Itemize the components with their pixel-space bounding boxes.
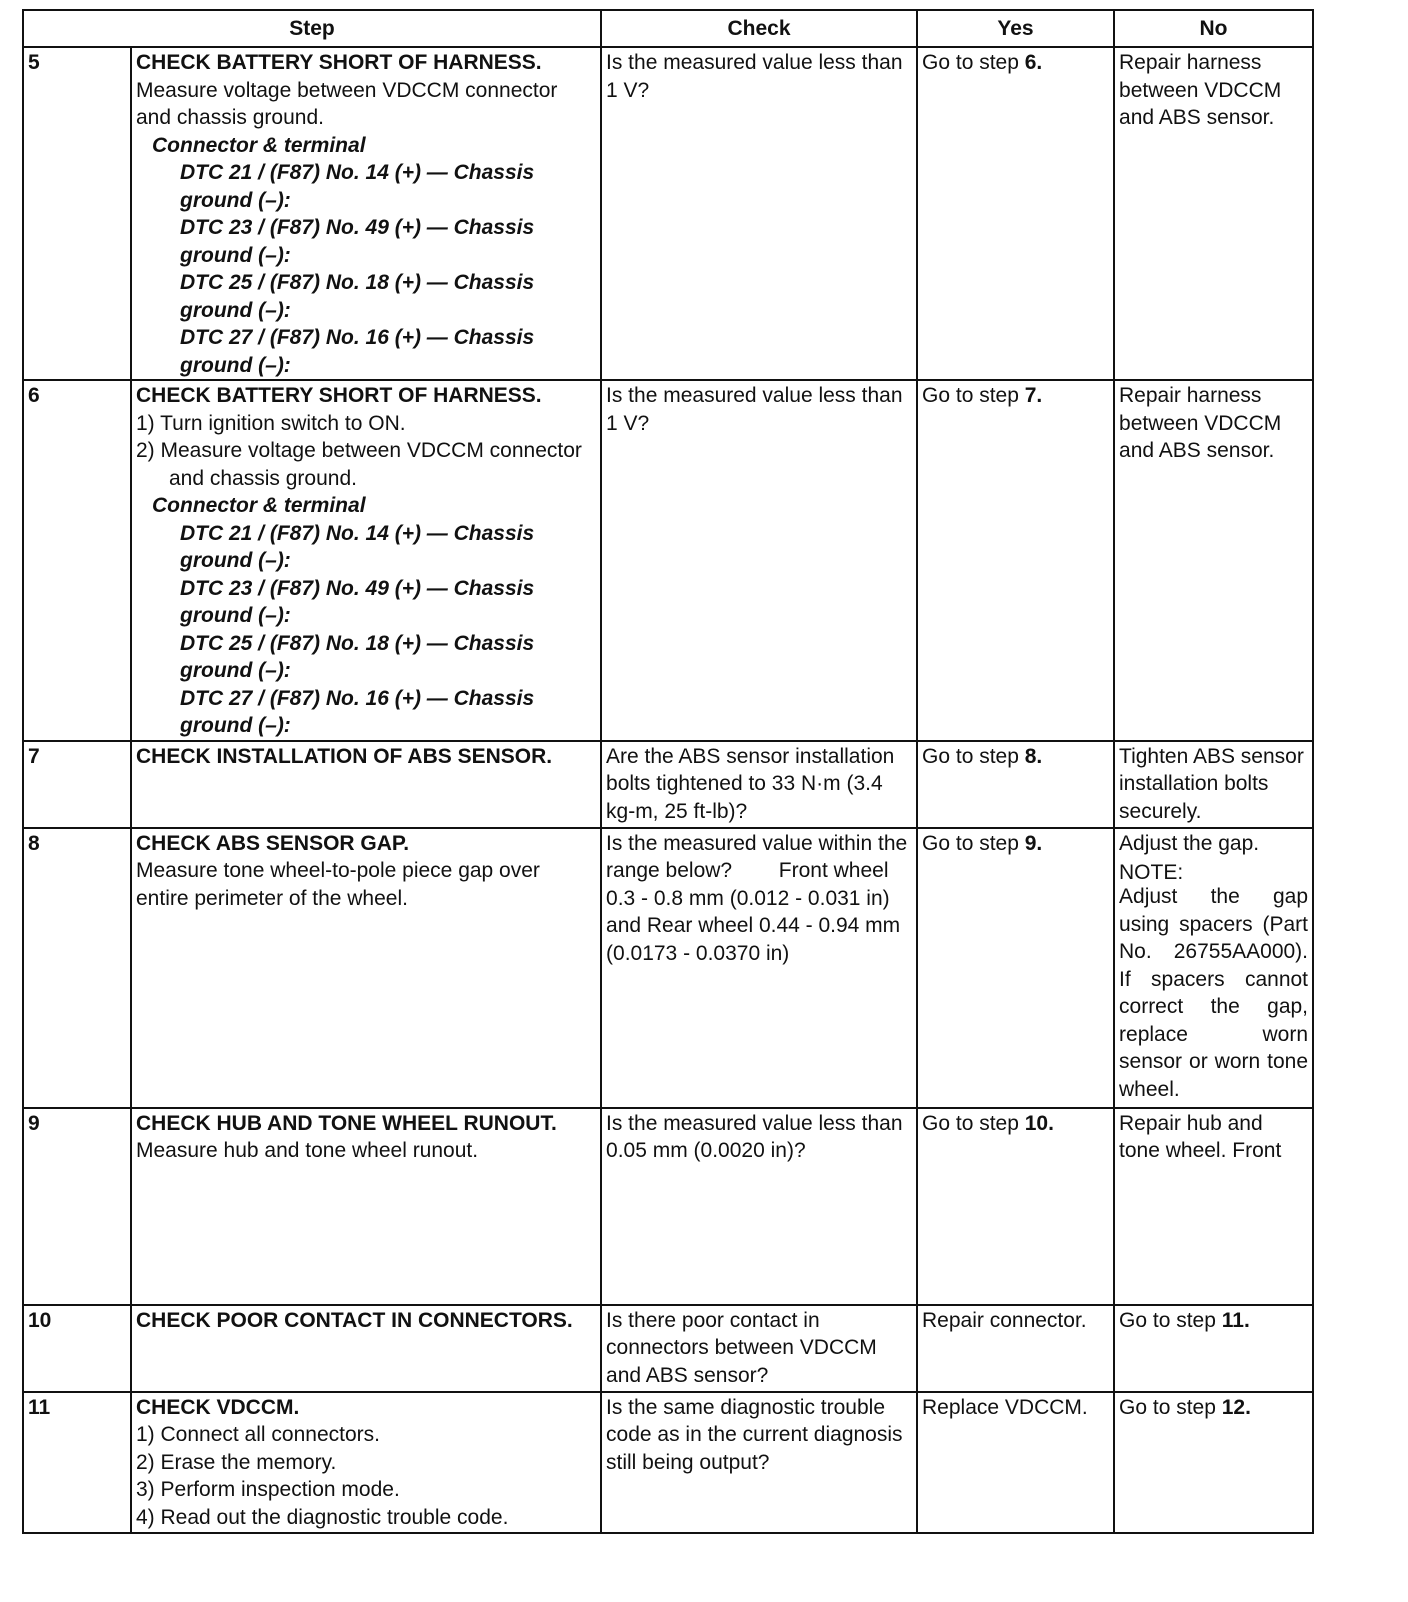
diagnostic-table — [22, 9, 1314, 1534]
terminal-item: DTC 27 / (F87) No. 16 (+) — Chassis ground (–): — [180, 686, 535, 737]
sub-step: 1) Connect all connectors. — [136, 1423, 380, 1446]
yes-text: Go to step — [922, 51, 1025, 74]
no-cell — [1114, 828, 1313, 1108]
no-cell: Repair hub and tone wheel. Front — [1114, 1108, 1313, 1305]
step-description: Measure hub and tone wheel runout. — [136, 1139, 479, 1162]
note-label: NOTE: — [1119, 861, 1184, 884]
step-number: 10 — [23, 1305, 131, 1392]
check-cell: Is the same diagnostic trouble code as in the current diagnosis still being output? — [601, 1392, 917, 1533]
header-step: Step — [23, 10, 601, 47]
yes-text: Go to step — [922, 744, 1025, 768]
step-cell — [131, 1392, 601, 1533]
sub-step: 2) Measure voltage between VDCCM connector and chassis ground. — [136, 439, 582, 490]
no-cell — [1114, 1305, 1313, 1392]
check-cell: Is the measured value less than 1 V? — [601, 47, 917, 380]
yes-cell — [917, 380, 1114, 741]
no-step-ref: 12. — [1221, 1395, 1251, 1419]
step-cell — [131, 380, 601, 741]
step-number: 8 — [23, 828, 131, 1108]
step-title: CHECK INSTALLATION OF ABS SENSOR. — [136, 744, 553, 768]
step-number: 11 — [23, 1392, 131, 1533]
no-step-ref: 11. — [1221, 1308, 1250, 1332]
table-row — [23, 1108, 1313, 1305]
sub-step: 4) Read out the diagnostic trouble code. — [136, 1505, 509, 1529]
step-number: 6 — [23, 380, 131, 741]
step-cell — [131, 741, 601, 828]
yes-cell: Replace VDCCM. — [917, 1392, 1114, 1533]
yes-step-ref: 8. — [1024, 744, 1043, 768]
yes-text: Go to step — [922, 831, 1025, 855]
table-row — [23, 1305, 1313, 1392]
yes-step-ref: 10. — [1024, 1111, 1054, 1135]
sub-step: 1) Turn ignition switch to ON. — [136, 411, 406, 435]
yes-text: Go to step — [922, 384, 1025, 407]
header-yes: Yes — [917, 10, 1114, 47]
no-cell: Repair harness between VDCCM and ABS sensor. — [1114, 380, 1313, 741]
table-row — [23, 828, 1313, 1108]
step-cell — [131, 828, 601, 1108]
table-row — [23, 380, 1313, 741]
header-no: No — [1114, 10, 1313, 47]
terminal-item: DTC 21 / (F87) No. 14 (+) — Chassis ground (–): — [180, 161, 535, 212]
yes-cell — [917, 1108, 1114, 1305]
terminal-item: DTC 27 / (F87) No. 16 (+) — Chassis ground (–): — [180, 326, 535, 377]
yes-step-ref: 9. — [1024, 831, 1043, 855]
check-cell: Are the ABS sensor installation bolts tightened to 33 N·m (3.4 kg-m, 25 ft-lb)? — [601, 741, 917, 828]
no-text: Adjust the gap. — [1119, 831, 1260, 855]
step-cell — [131, 1108, 601, 1305]
no-cell — [1114, 1392, 1313, 1533]
terminal-item: DTC 21 / (F87) No. 14 (+) — Chassis ground (–): — [180, 521, 535, 572]
yes-step-ref: 7. — [1024, 384, 1043, 407]
yes-cell: Repair connector. — [917, 1305, 1114, 1392]
step-title: CHECK VDCCM. — [136, 1395, 300, 1419]
yes-text: Go to step — [922, 1111, 1025, 1135]
step-title: CHECK BATTERY SHORT OF HARNESS. — [136, 384, 542, 407]
yes-cell — [917, 741, 1114, 828]
yes-cell — [917, 828, 1114, 1108]
step-title: CHECK POOR CONTACT IN CONNECTORS. — [136, 1308, 573, 1332]
note-text: Adjust the gap using spacers (Part No. 26755AA000). If spacers cannot correct the gap, replace worn sensor or worn tone wheel. — [1119, 885, 1309, 1101]
step-description: Measure voltage between VDCCM connector and chassis ground. — [136, 78, 558, 129]
table-row — [23, 741, 1313, 828]
yes-cell — [917, 47, 1114, 380]
sub-step: 3) Perform inspection mode. — [136, 1478, 400, 1501]
step-title: CHECK BATTERY SHORT OF HARNESS. — [136, 51, 542, 74]
connector-terminal-label: Connector & terminal — [152, 494, 366, 517]
table-header-row — [23, 10, 1313, 47]
table-row — [23, 1392, 1313, 1533]
terminal-item: DTC 23 / (F87) No. 49 (+) — Chassis ground (–): — [180, 576, 535, 627]
step-title: CHECK ABS SENSOR GAP. — [136, 831, 410, 855]
terminal-item: DTC 23 / (F87) No. 49 (+) — Chassis ground (–): — [180, 216, 535, 267]
check-cell: Is the measured value within the range below? Front wheel 0.3 - 0.8 mm (0.012 - 0.031 in) and Rear wheel 0.44 - 0.94 mm (0.0173 - 0.0370 in) — [601, 828, 917, 1108]
check-cell: Is the measured value less than 1 V? — [601, 380, 917, 741]
header-check: Check — [601, 10, 917, 47]
no-cell: Tighten ABS sensor installation bolts securely. — [1114, 741, 1313, 828]
check-cell: Is there poor contact in connectors between VDCCM and ABS sensor? — [601, 1305, 917, 1392]
step-number: 9 — [23, 1108, 131, 1305]
table-row — [23, 47, 1313, 380]
yes-step-ref: 6. — [1024, 51, 1043, 74]
check-cell: Is the measured value less than 0.05 mm (0.0020 in)? — [601, 1108, 917, 1305]
step-cell — [131, 47, 601, 380]
sub-step: 2) Erase the memory. — [136, 1450, 337, 1474]
terminal-item: DTC 25 / (F87) No. 18 (+) — Chassis ground (–): — [180, 271, 535, 322]
terminal-item: DTC 25 / (F87) No. 18 (+) — Chassis ground (–): — [180, 631, 535, 682]
step-title: CHECK HUB AND TONE WHEEL RUNOUT. — [136, 1111, 557, 1135]
no-cell: Repair harness between VDCCM and ABS sensor. — [1114, 47, 1313, 380]
step-cell — [131, 1305, 601, 1392]
step-number: 5 — [23, 47, 131, 380]
no-text: Go to step — [1119, 1395, 1222, 1419]
connector-terminal-label: Connector & terminal — [152, 133, 366, 157]
step-number: 7 — [23, 741, 131, 828]
no-text: Go to step — [1119, 1308, 1222, 1332]
step-description: Measure tone wheel-to-pole piece gap over entire perimeter of the wheel. — [136, 859, 540, 910]
